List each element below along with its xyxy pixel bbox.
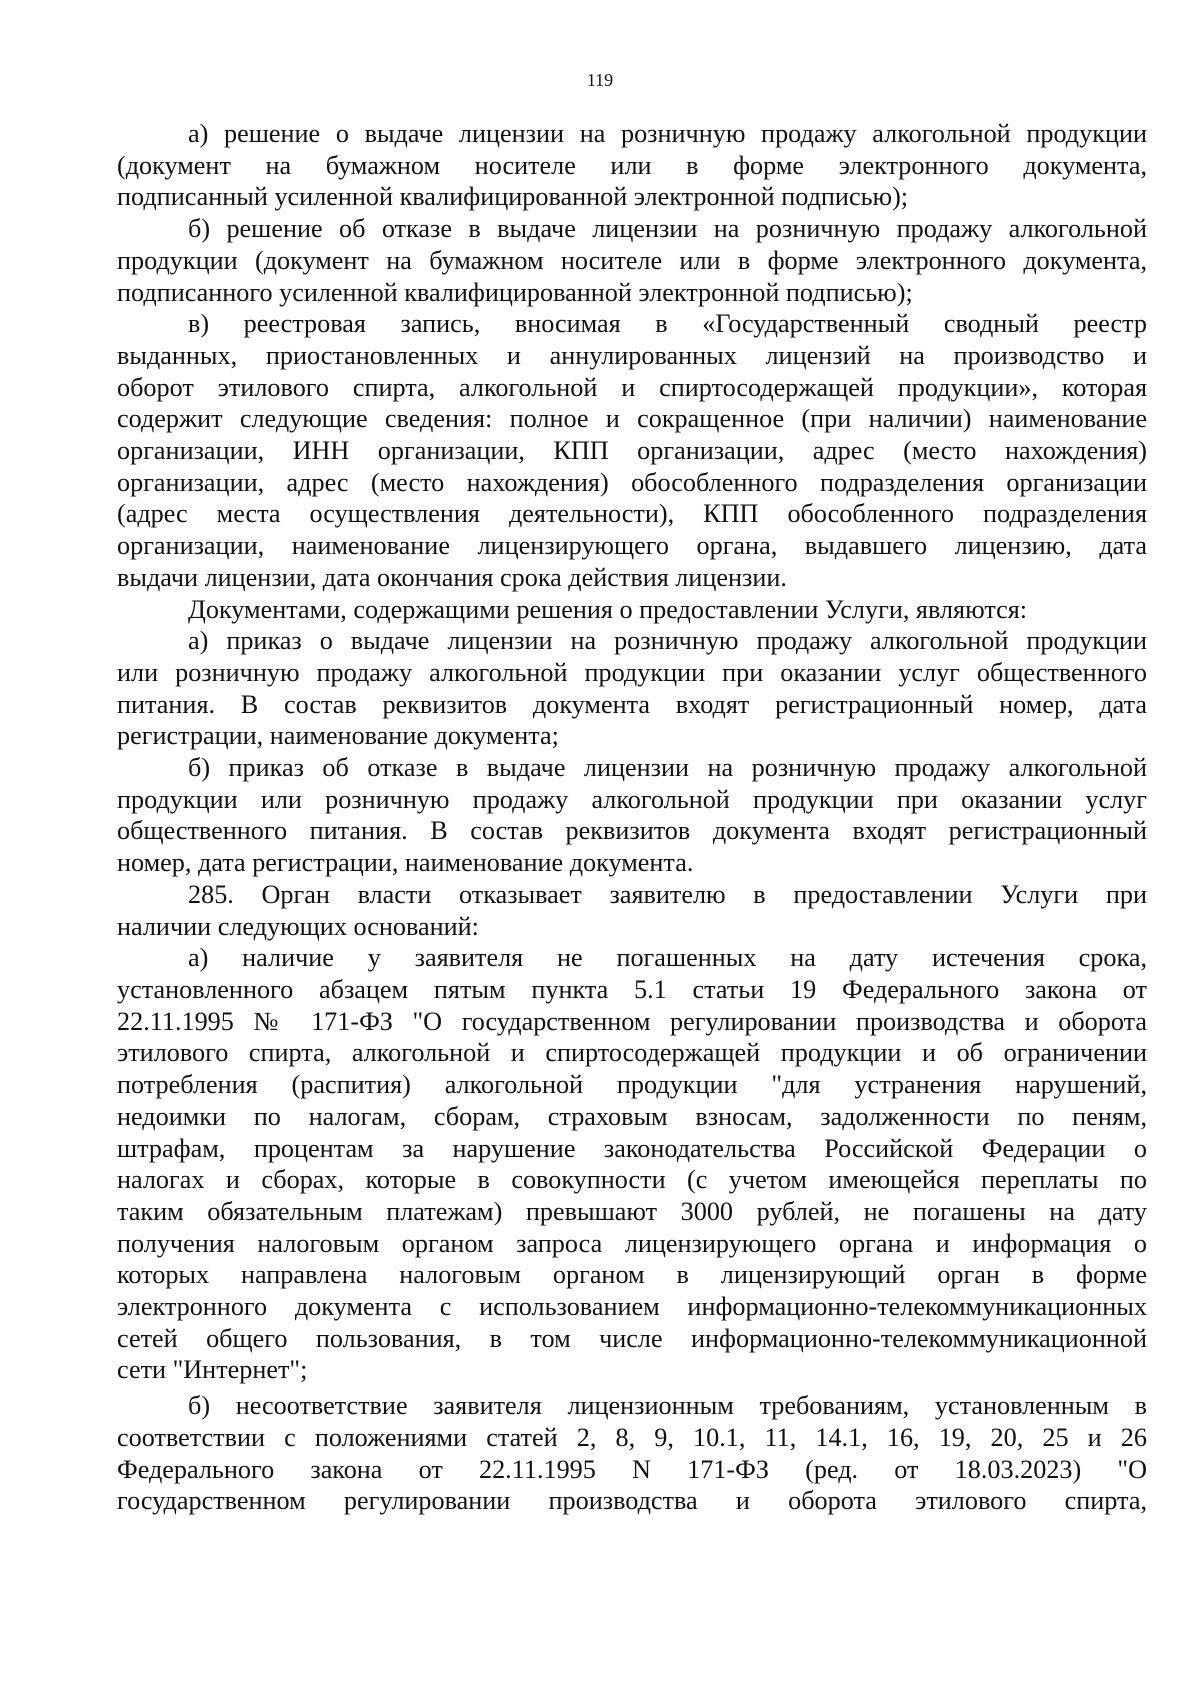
page-number: 119 [586,70,614,90]
text-line: штрафам, процентам за нарушение законодательства Российской Федерации о [117,1133,1147,1163]
text-line: установленного абзацем пятым пункта 5.1 статьи 19 Федерального закона от [117,974,1147,1004]
text-line: б) несоответствие заявителя лицензионным требованиям, установленным в [188,1391,1147,1421]
text-line: регистрации, наименование документа; [117,721,559,751]
paragraph-p2 [117,213,1147,308]
text-line: или розничную продажу алкогольной продукции при оказании услуг общественного [117,657,1147,687]
text-line: Документами, содержащими решения о предоставлении Услуги, являются: [188,594,1028,624]
text-line: соответствии с положениями статей 2, 8, 9, 10.1, 11, 14.1, 16, 19, 20, 25 и 26 [117,1422,1147,1452]
text-line: Федерального закона от 22.11.1995 N 171-ФЗ (ред. от 18.03.2023) "О [117,1454,1147,1484]
text-line: выдачи лицензии, дата окончания срока действия лицензии. [117,562,787,592]
document-body [117,118,1147,1517]
paragraph-p7 [117,879,1147,942]
text-line: в) реестровая запись, вносимая в «Государственный сводный реестр [188,309,1147,339]
text-line: а) решение о выдаче лицензии на розничную продажу алкогольной продукции [188,119,1147,148]
text-line: питания. В состав реквизитов документа входят регистрационный номер, дата [117,689,1147,719]
text-line: недоимки по налогам, сборам, страховым взносам, задолженности по пеням, [117,1101,1147,1131]
text-line: таким обязательным платежам) превышают 3000 рублей, не погашены на дату [117,1196,1147,1226]
text-line: продукции или розничную продажу алкогольной продукции при оказании услуг [117,784,1147,814]
text-line: (адрес места осуществления деятельности), КПП обособленного подразделения [117,499,1147,529]
text-line: общественного питания. В состав реквизитов документа входят регистрационный [117,816,1147,846]
text-line: которых направлена налоговым органом в лицензирующий орган в форме [117,1260,1147,1290]
text-line: получения налоговым органом запроса лицензирующего органа и информация о [117,1228,1147,1258]
text-line: оборот этилового спирта, алкогольной и спиртосодержащей продукции», которая [117,372,1147,402]
text-line: б) приказ об отказе в выдаче лицензии на розничную продажу алкогольной [188,753,1147,783]
text-line: сети "Интернет"; [117,1355,308,1385]
paragraph-p3 [117,308,1147,593]
text-line: б) решение об отказе в выдаче лицензии на розничную продажу алкогольной [188,214,1147,244]
text-line: подписанного усиленной квалифицированной электронной подписью); [117,277,913,307]
text-line: налогах и сборах, которые в совокупности (с учетом имеющейся переплаты по [117,1165,1147,1195]
paragraph-p5 [117,625,1147,752]
text-line: номер, дата регистрации, наименование документа. [117,848,694,878]
text-line: организации, ИНН организации, КПП организации, адрес (место нахождения) [117,436,1147,466]
text-line: а) наличие у заявителя не погашенных на дату истечения срока, [188,943,1147,973]
text-line: этилового спирта, алкогольной и спиртосодержащей продукции и об ограничении [117,1038,1147,1068]
text-line: электронного документа с использованием информационно-телекоммуникационных [117,1292,1147,1322]
paragraph-p6 [117,752,1147,879]
text-line: 285. Орган власти отказывает заявителю в предоставлении Услуги при [188,879,1147,909]
text-line: подписанный усиленной квалифицированной электронной подписью); [117,182,909,212]
text-line: а) приказ о выдаче лицензии на розничную продажу алкогольной продукции [188,626,1147,656]
text-line: выданных, приостановленных и аннулированных лицензий на производство и [117,340,1147,370]
text-line: организации, адрес (место нахождения) обособленного подразделения организации [117,467,1147,497]
text-line: содержит следующие сведения: полное и сокращенное (при наличии) наименование [117,404,1147,434]
text-line: потребления (распития) алкогольной продукции "для устранения нарушений, [117,1070,1147,1100]
text-line: 22.11.1995 № 171-ФЗ "О государственном регулировании производства и оборота [117,1006,1147,1036]
text-line: (документ на бумажном носителе или в форме электронного документа, [117,150,1147,180]
text-line: продукции (документ на бумажном носителе или в форме электронного документа, [117,245,1147,275]
text-line: государственном регулировании производства и оборота этилового спирта, [117,1486,1147,1516]
text-line: организации, наименование лицензирующего органа, выдавшего лицензию, дата [117,531,1147,561]
text-line: сетей общего пользования, в том числе информационно-телекоммуникационной [117,1323,1147,1353]
paragraph-p1 [117,118,1147,213]
paragraph-p8 [117,942,1147,1386]
text-line: наличии следующих оснований: [117,911,479,941]
paragraph-p9 [117,1390,1147,1517]
paragraph-p4 [117,594,1147,626]
